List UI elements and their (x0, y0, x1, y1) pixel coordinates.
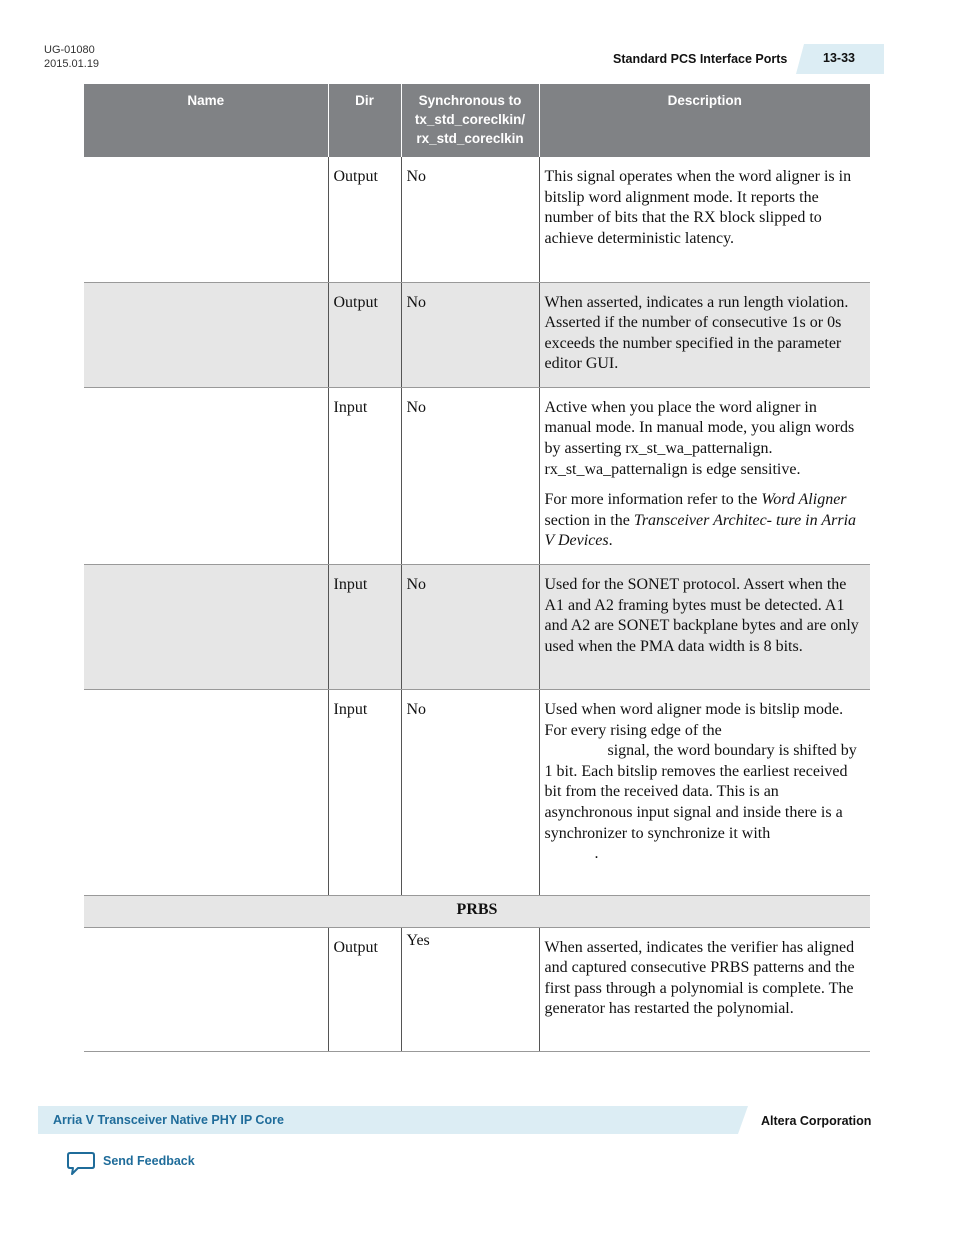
document-date: 2015.01.19 (44, 58, 100, 70)
document-number: UG-01080 (44, 44, 95, 56)
port-description (539, 927, 870, 1051)
port-synchronous: Yes (401, 927, 539, 1051)
table-row (84, 690, 870, 896)
port-description (539, 157, 870, 282)
document-id (44, 43, 99, 71)
table-row (84, 565, 870, 690)
port-name (84, 157, 328, 282)
send-feedback-link[interactable]: Send Feedback (103, 1154, 195, 1168)
port-name (84, 387, 328, 564)
table-row (84, 387, 870, 564)
description-text: Used for the SONET protocol. Assert when the A1 and A2 framing bytes must be detected. A1 and A2 are SONET backplane bytes and are only used when the PMA data width is 8 bits. (544, 576, 859, 655)
description-text: Active when you place the word aligner in manual mode. In manual mode, you align words by asserting rx_st_wa_patternalign. rx_st_wa_patternalign is edge sensitive. (544, 398, 855, 478)
port-direction: Input (328, 387, 401, 564)
port-name (84, 927, 328, 1051)
port-direction: Input (328, 690, 401, 896)
description-text: Used when word aligner mode is bitslip mode. For every rising edge of the signal, the word boundary is shifted by 1 bit. Each bitslip removes the earliest received bit from the received data. This is an asynchronous input signal and inside there is a synchronizer to synchronize it with . (544, 701, 857, 863)
table-section-row (84, 896, 870, 928)
port-synchronous: No (401, 565, 539, 690)
port-description (539, 565, 870, 690)
table-row (84, 157, 870, 282)
port-name (84, 282, 328, 387)
speech-bubble-icon[interactable] (66, 1151, 96, 1177)
page-number: 13-33 (823, 51, 855, 65)
port-direction: Input (328, 565, 401, 690)
section-label-prbs: PRBS (84, 896, 870, 928)
description-text: When asserted, indicates a run length violation. Asserted if the number of consecutive 1s or 0s exceeds the number specified in the parameter editor GUI. (544, 293, 849, 373)
description-text: When asserted, indicates the verifier has aligned and captured consecutive PRBS patterns and the first pass through a polynomial is complete. The generator has restarted the polynomial. (544, 938, 855, 1018)
reference-section-name: Word Aligner (761, 491, 847, 509)
footer-product-title: Arria V Transceiver Native PHY IP Core (53, 1113, 284, 1127)
table-row (84, 282, 870, 387)
port-synchronous: No (401, 690, 539, 896)
column-header-description: Description (539, 84, 870, 157)
port-direction: Output (328, 282, 401, 387)
port-description (539, 282, 870, 387)
port-direction: Output (328, 927, 401, 1051)
table-header-row (84, 84, 870, 157)
reference-document-name: Transceiver Architec- ture in Arria V Devices (544, 511, 857, 550)
column-header-synchronous: Synchronous to tx_std_coreclkin/ rx_std_coreclkin (401, 84, 539, 157)
section-title: Standard PCS Interface Ports (613, 52, 788, 66)
port-synchronous: No (401, 282, 539, 387)
port-synchronous: No (401, 157, 539, 282)
port-synchronous: No (401, 387, 539, 564)
port-table (84, 84, 870, 1052)
footer-company: Altera Corporation (761, 1114, 872, 1128)
port-name (84, 565, 328, 690)
column-header-dir: Dir (328, 84, 401, 157)
column-header-name: Name (84, 84, 328, 157)
port-description (539, 387, 870, 564)
reference-note: For more information refer to the Word Aligner section in the Transceiver Architec- ture in Arria V Devices. (544, 491, 857, 550)
port-name (84, 690, 328, 896)
description-text: This signal operates when the word aligner is in bitslip word alignment mode. It reports the number of bits that the RX block slipped to achieve deterministic latency. (544, 168, 852, 247)
port-direction: Output (328, 157, 401, 282)
port-description (539, 690, 870, 896)
table-row (84, 927, 870, 1051)
